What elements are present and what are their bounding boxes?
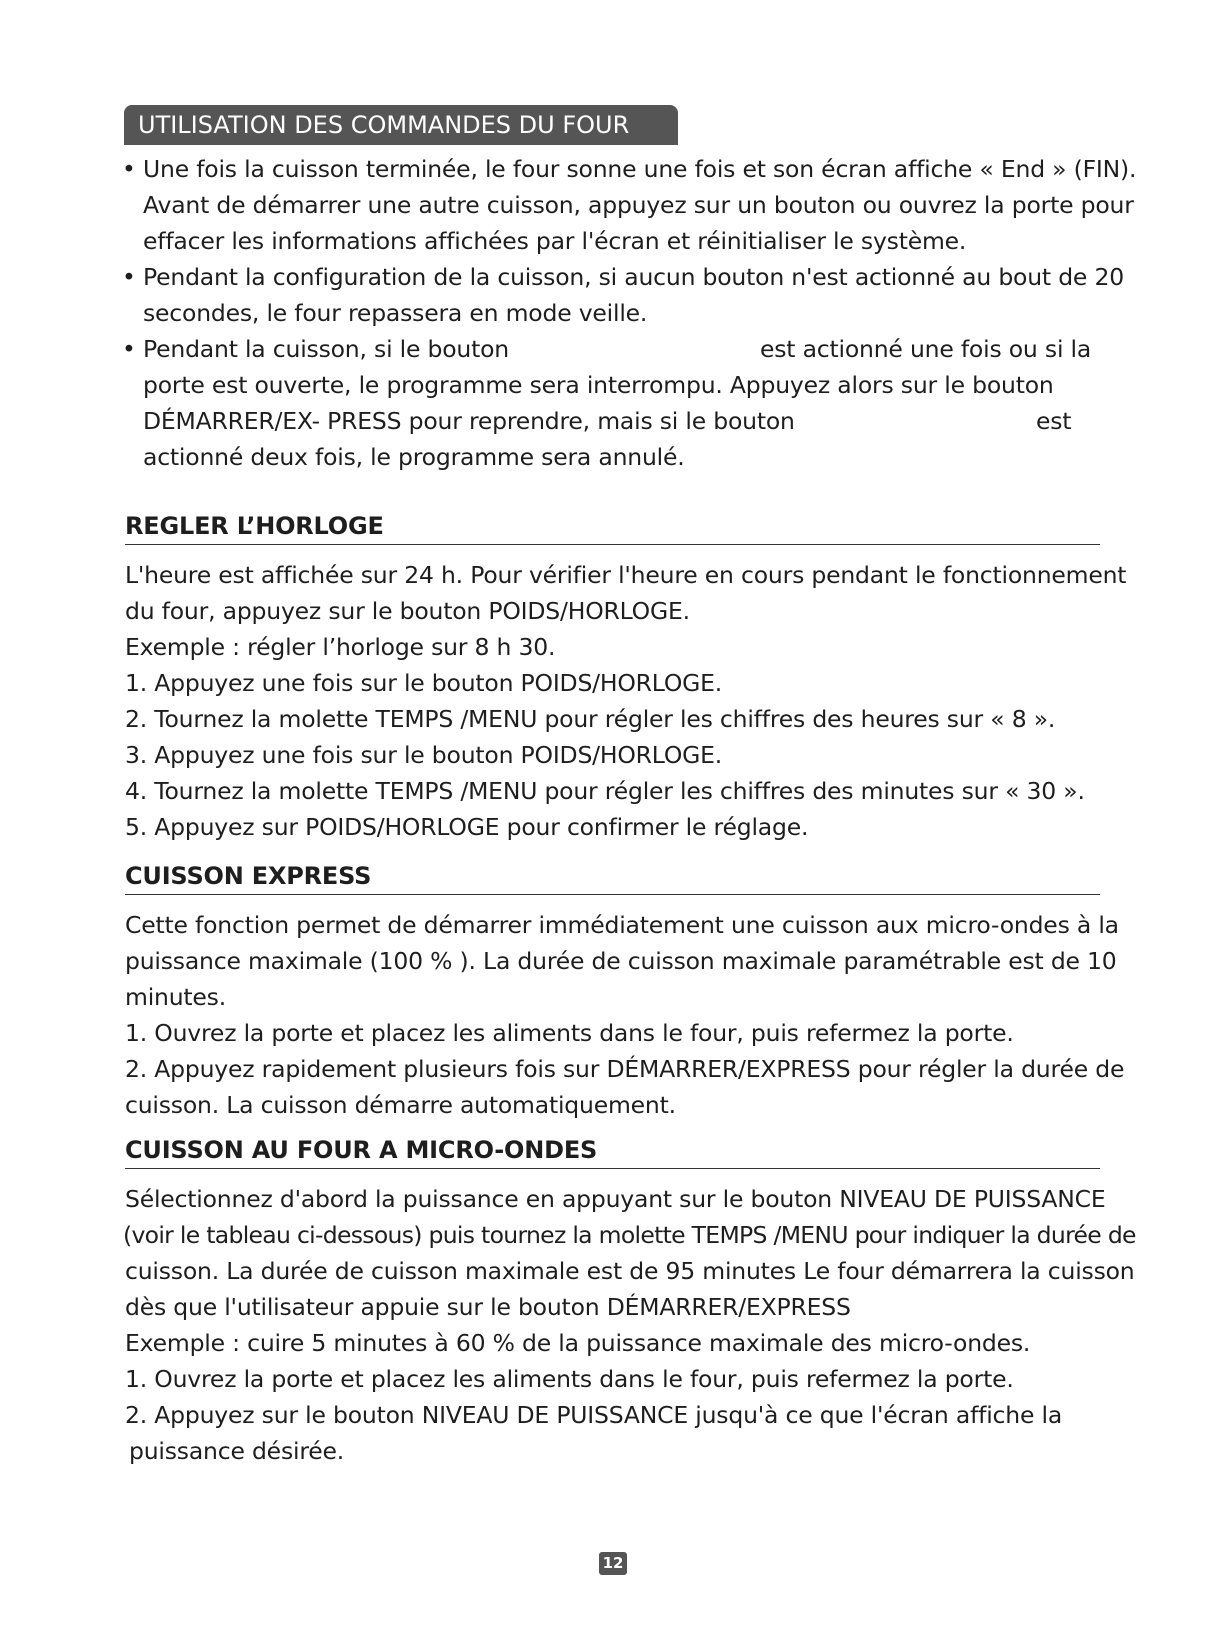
bullet-icon: • [122,263,136,291]
bullet-icon: • [122,335,136,363]
bullet-3-line-3b: est [1036,407,1072,435]
bullet-3-line-4: actionné deux fois, le programme sera annulé. [143,443,685,471]
microwave-line-5: Exemple : cuire 5 minutes à 60 % de la puissance maximale des micro-ondes. [125,1329,1031,1357]
microwave-step-1: 1. Ouvrez la porte et placez les aliments dans le four, puis refermez la porte. [125,1365,1014,1393]
bullet-3-line-2: porte est ouverte, le programme sera interrompu. Appuyez alors sur le bouton [143,371,1054,399]
express-line-1: Cette fonction permet de démarrer immédiatement une cuisson aux micro-ondes à la [125,911,1119,939]
microwave-step-2-cont: puissance désirée. [129,1437,345,1465]
clock-line-1: L'heure est affichée sur 24 h. Pour vérifier l'heure en cours pendant le fonctionnement [125,561,1127,589]
express-step-2-cont: cuisson. La cuisson démarre automatiquement. [125,1091,676,1119]
clock-step-4: 4. Tournez la molette TEMPS /MENU pour régler les chiffres des minutes sur « 30 ». [125,777,1085,805]
express-step-2: 2. Appuyez rapidement plusieurs fois sur DÉMARRER/EXPRESS pour régler la durée de [125,1055,1125,1083]
section-title-express: CUISSON EXPRESS [125,862,1100,895]
clock-step-2: 2. Tournez la molette TEMPS /MENU pour régler les chiffres des heures sur « 8 ». [125,705,1056,733]
page-number-badge: 12 [599,1552,627,1575]
bullet-3-line-1a: Pendant la cuisson, si le bouton [143,335,509,363]
express-step-1: 1. Ouvrez la porte et placez les aliments dans le four, puis refermez la porte. [125,1019,1014,1047]
clock-line-2: du four, appuyez sur le bouton POIDS/HORLOGE. [125,597,690,625]
bullet-2-line-1: Pendant la configuration de la cuisson, si aucun bouton n'est actionné au bout de 20 [143,263,1124,291]
microwave-line-2: (voir le tableau ci-dessous) puis tournez la molette TEMPS /MENU pour indiquer la durée de [123,1221,1136,1249]
section-header-badge: UTILISATION DES COMMANDES DU FOUR [124,105,678,145]
clock-step-1: 1. Appuyez une fois sur le bouton POIDS/HORLOGE. [125,669,723,697]
microwave-line-1: Sélectionnez d'abord la puissance en appuyant sur le bouton NIVEAU DE PUISSANCE [125,1185,1106,1213]
bullet-3-line-1b: est actionné une fois ou si la [760,335,1092,363]
section-title-microwave: CUISSON AU FOUR A MICRO-ONDES [125,1136,1100,1169]
microwave-step-2: 2. Appuyez sur le bouton NIVEAU DE PUISSANCE jusqu'à ce que l'écran affiche la [125,1401,1063,1429]
microwave-line-4: dès que l'utilisateur appuie sur le bouton DÉMARRER/EXPRESS [125,1293,851,1321]
clock-step-3: 3. Appuyez une fois sur le bouton POIDS/HORLOGE. [125,741,723,769]
bullet-1-line-1: Une fois la cuisson terminée, le four sonne une fois et son écran affiche « End » (FIN). [143,155,1137,183]
section-title-clock: REGLER L’HORLOGE [125,512,1100,545]
express-line-2: puissance maximale (100 % ). La durée de cuisson maximale paramétrable est de 10 [125,947,1117,975]
bullet-1-line-3: effacer les informations affichées par l'écran et réinitialiser le système. [143,227,967,255]
bullet-icon: • [122,155,136,183]
clock-step-5: 5. Appuyez sur POIDS/HORLOGE pour confirmer le réglage. [125,813,809,841]
bullet-2-line-2: secondes, le four repassera en mode veille. [143,299,648,327]
microwave-line-3: cuisson. La durée de cuisson maximale est de 95 minutes Le four démarrera la cuisson [125,1257,1135,1285]
bullet-3-line-3a: DÉMARRER/EX- PRESS pour reprendre, mais si le bouton [143,407,795,435]
express-line-3: minutes. [125,983,226,1011]
bullet-1-line-2: Avant de démarrer une autre cuisson, appuyez sur un bouton ou ouvrez la porte pour [143,191,1134,219]
clock-line-3: Exemple : régler l’horloge sur 8 h 30. [125,633,556,661]
